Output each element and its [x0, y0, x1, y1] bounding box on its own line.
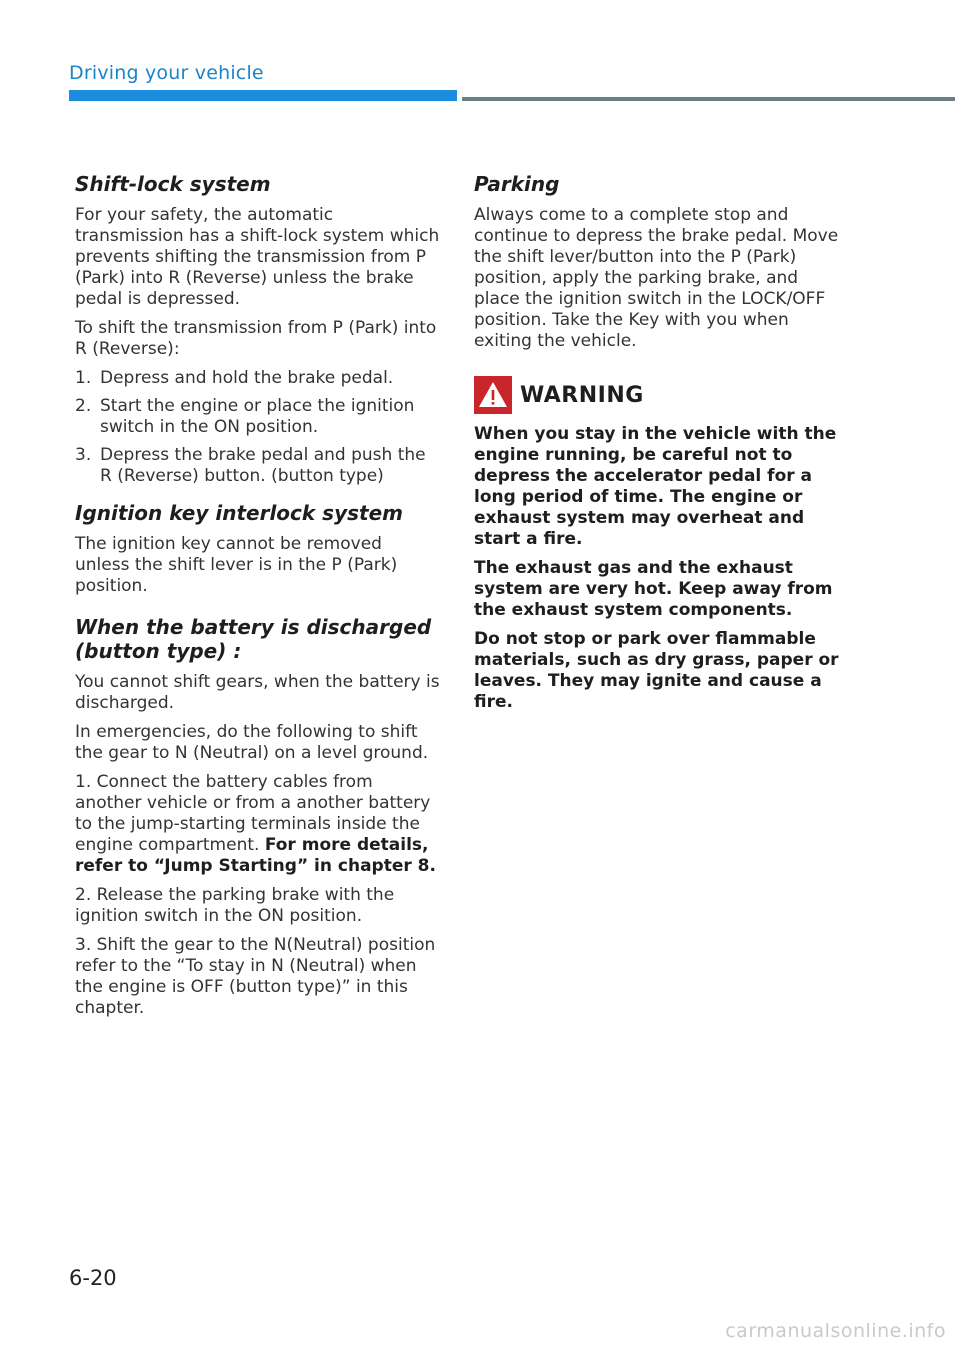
- ignition-interlock-text: The ignition key cannot be removed unless the shift lever is in the P (Park) position.: [75, 534, 398, 596]
- shift-lock-heading: Shift-lock system: [75, 172, 271, 196]
- step-number: 1.: [75, 368, 92, 388]
- parking-text: Always come to a complete stop and continue to depress the brake pedal. Move the shift lever/button into the P (Park) position, apply the parking brake, and place the ignition switch in the LOCK/OFF position. Take the Key with you when exiting the vehicle.: [474, 205, 839, 351]
- battery-step-1: [75, 772, 440, 877]
- warning-paragraph-1: When you stay in the vehicle with the engine running, be careful not to depress the accelerator pedal for a long period of time. The engine or exhaust system may overheat and start a fire.: [474, 424, 837, 549]
- header-accent-bar: [69, 90, 457, 101]
- header-divider-line: [462, 97, 955, 101]
- watermark: carmanualsonline.info: [725, 1320, 946, 1342]
- shift-lock-steps: [75, 368, 440, 487]
- battery-heading: When the battery is discharged (button type) :: [75, 615, 432, 663]
- step-number: 3.: [75, 445, 92, 465]
- battery-paragraph-2: In emergencies, do the following to shift the gear to N (Neutral) on a level ground.: [75, 722, 429, 763]
- battery-step-2: 2. Release the parking brake with the ignition switch in the ON position.: [75, 885, 395, 926]
- warning-header: [474, 376, 842, 414]
- battery-step-1-reference: For more details, refer to “Jump Starting” in chapter 8.: [75, 835, 436, 876]
- left-column: [75, 172, 440, 1027]
- step-item: [75, 445, 440, 487]
- ignition-interlock-heading: Ignition key interlock system: [75, 501, 403, 525]
- right-column: [474, 172, 842, 721]
- step-text: Depress and hold the brake pedal.: [100, 368, 394, 388]
- battery-paragraph-1: You cannot shift gears, when the battery is discharged.: [75, 672, 440, 713]
- step-item: [75, 396, 440, 438]
- battery-step-3: 3. Shift the gear to the N(Neutral) position refer to the “To stay in N (Neutral) when the engine is OFF (button type)” in this chapter.: [75, 935, 436, 1018]
- step-text: Depress the brake pedal and push the R (Reverse) button. (button type): [100, 445, 426, 486]
- warning-paragraph-3: Do not stop or park over flammable materials, such as dry grass, paper or leaves. They may ignite and cause a fire.: [474, 629, 839, 712]
- parking-heading: Parking: [474, 172, 560, 196]
- warning-paragraph-2: The exhaust gas and the exhaust system are very hot. Keep away from the exhaust system components.: [474, 558, 833, 620]
- warning-triangle-icon: [474, 376, 512, 414]
- page-number: 6-20: [69, 1266, 117, 1290]
- shift-lock-intro: For your safety, the automatic transmission has a shift-lock system which prevents shifting the transmission from P (Park) into R (Reverse) unless the brake pedal is depressed.: [75, 205, 440, 309]
- step-item: [75, 368, 440, 389]
- shift-lock-lead: To shift the transmission from P (Park) into R (Reverse):: [75, 318, 437, 359]
- step-number: 2.: [75, 396, 92, 416]
- section-title: Driving your vehicle: [69, 62, 264, 84]
- battery-step-1-text: 1. Connect the battery cables from another vehicle or from a another battery to the jump-starting terminals inside the engine compartment.: [75, 772, 431, 855]
- warning-title: WARNING: [520, 382, 644, 408]
- step-text: Start the engine or place the ignition switch in the ON position.: [100, 396, 415, 437]
